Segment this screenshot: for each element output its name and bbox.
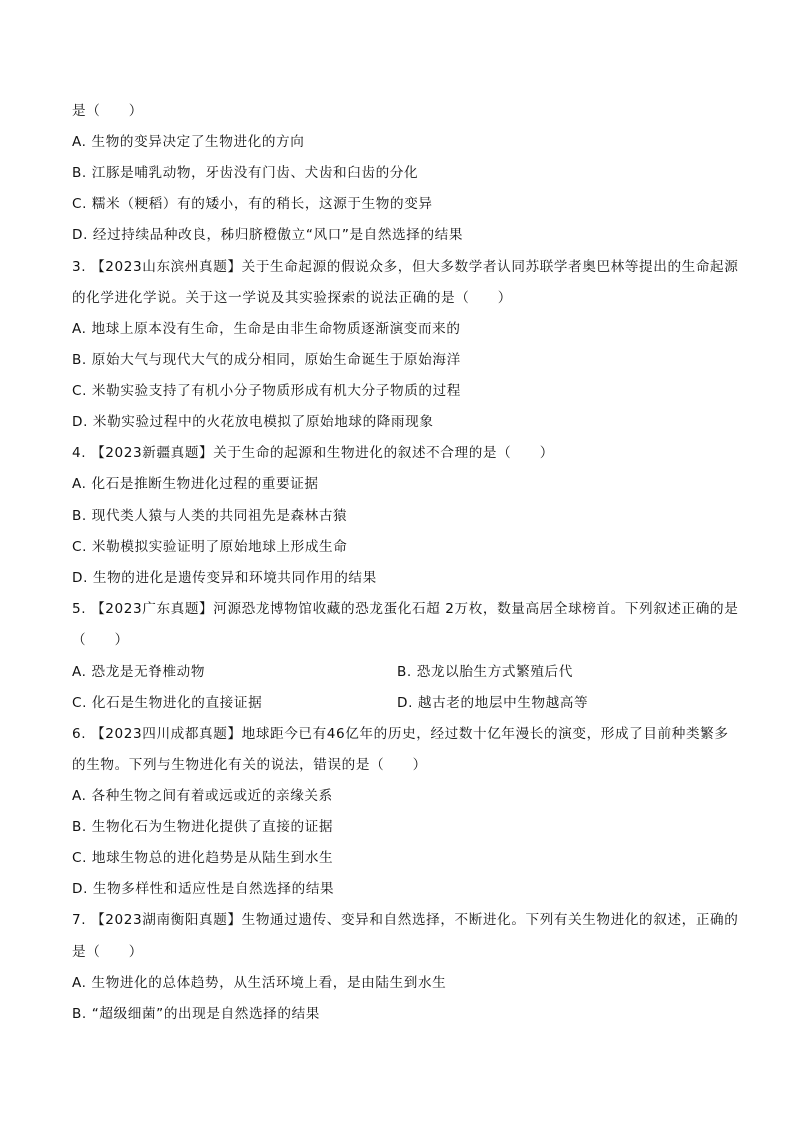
q3-option-b: B. 原始大气与现代大气的成分相同，原始生命诞生于原始海洋	[72, 352, 461, 368]
q5-option-b: B. 恐龙以胎生方式繁殖后代	[397, 664, 573, 680]
q6-option-b: B. 生物化石为生物进化提供了直接的证据	[72, 819, 334, 835]
q7-option-a: A. 生物进化的总体趋势，从生活环境上看，是由陆生到水生	[72, 975, 447, 991]
q2-stem-end: 是（ ）	[72, 103, 143, 119]
q6-option-a: A. 各种生物之间有着或远或近的亲缘关系	[72, 788, 333, 804]
q2-option-b: B. 江豚是哺乳动物，牙齿没有门齿、犬齿和臼齿的分化	[72, 165, 419, 181]
q4-option-a: A. 化石是推断生物进化过程的重要证据	[72, 476, 319, 492]
q3-option-d: D. 米勒实验过程中的火花放电模拟了原始地球的降雨现象	[72, 414, 434, 430]
q4-option-b: B. 现代类人猿与人类的共同祖先是森林古猿	[72, 508, 348, 524]
q5-option-a: A. 恐龙是无脊椎动物	[72, 664, 206, 680]
q3-option-c: C. 米勒实验支持了有机小分子物质形成有机大分子物质的过程	[72, 383, 461, 399]
q7-stem-line-2: 是（ ）	[72, 944, 143, 960]
q5-stem-line-1: 5. 【2023广东真题】河源恐龙博物馆收藏的恐龙蛋化石超 2万枚，数量高居全球榜首。下列叙述正确的是	[72, 601, 739, 617]
q6-stem-line-1: 6. 【2023四川成都真题】地球距今已有46亿年的历史，经过数十亿年漫长的演变，形成了目前种类繁多	[72, 726, 729, 742]
q7-option-b: B. “超级细菌”的出现是自然选择的结果	[72, 1006, 320, 1022]
q3-option-a: A. 地球上原本没有生命，生命是由非生命物质逐渐演变而来的	[72, 321, 461, 337]
q5-stem-line-2: （ ）	[72, 632, 129, 648]
q2-option-a: A. 生物的变异决定了生物进化的方向	[72, 134, 305, 150]
q6-option-c: C. 地球生物总的进化趋势是从陆生到水生	[72, 850, 334, 866]
q2-option-c: C. 糯米（粳稻）有的矮小，有的稍长，这源于生物的变异	[72, 196, 433, 212]
q5-option-c: C. 化石是生物进化的直接证据	[72, 695, 263, 711]
q4-option-c: C. 米勒模拟实验证明了原始地球上形成生命	[72, 539, 348, 555]
q7-stem-line-1: 7. 【2023湖南衡阳真题】生物通过遗传、变异和自然选择，不断进化。下列有关生物进化的叙述，正确的	[72, 912, 739, 928]
q2-option-d: D. 经过持续品种改良，秭归脐橙傲立“风口”是自然选择的结果	[72, 227, 464, 243]
q4-stem: 4. 【2023新疆真题】关于生命的起源和生物进化的叙述不合理的是（ ）	[72, 445, 554, 461]
q4-option-d: D. 生物的进化是遗传变异和环境共同作用的结果	[72, 570, 377, 586]
q6-stem-line-2: 的生物。下列与生物进化有关的说法，错误的是（ ）	[72, 757, 427, 773]
q3-stem-line-2: 的化学进化学说。关于这一学说及其实验探索的说法正确的是（ ）	[72, 290, 513, 306]
q6-option-d: D. 生物多样性和适应性是自然选择的结果	[72, 881, 335, 897]
q5-option-d: D. 越古老的地层中生物越高等	[397, 695, 589, 711]
q3-stem-line-1: 3. 【2023山东滨州真题】关于生命起源的假说众多，但大多数学者认同苏联学者奥巴林等提出的生命起源	[72, 259, 739, 275]
